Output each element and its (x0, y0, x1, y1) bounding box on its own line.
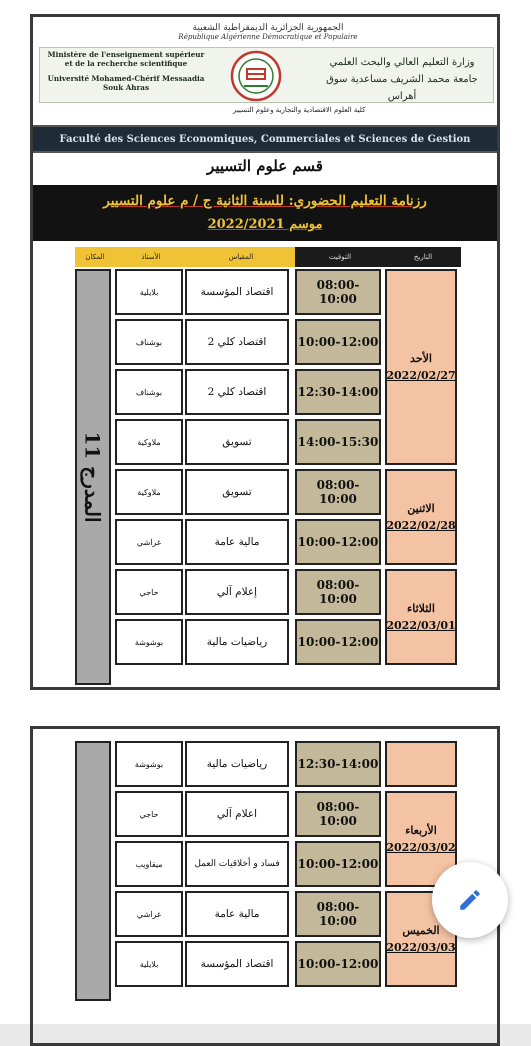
table-row-time: 08:00- 10:00 (295, 469, 381, 515)
page-frame (30, 726, 500, 1046)
table-row-prof: بوشوشة (115, 741, 183, 787)
table-row-time: 12:30-14:00 (295, 741, 381, 787)
date-value: 2022/02/28 (386, 519, 456, 532)
table-row-subject: اقتصاد المؤسسة (185, 269, 289, 315)
republic-header (93, 23, 443, 41)
table-row-subject: رياضيات مالية (185, 741, 289, 787)
table-row-prof: بلايلية (115, 941, 183, 987)
table-row-time: 10:00-12:00 (295, 619, 381, 665)
date-value: 2022/02/27 (386, 369, 456, 382)
table-row-time: 10:00-12:00 (295, 519, 381, 565)
room-label: المدرج 11 (81, 431, 105, 523)
schedule-title: رزنامة التعليم الحضوري: للسنة الثانية ج / م علوم التسيير (103, 193, 427, 209)
republic-fr: République Algérienne Démocratique et Populaire (178, 33, 358, 41)
table-row-prof: بلايلية (115, 269, 183, 315)
edit-fab-button[interactable] (432, 862, 508, 938)
date-value: 2022/03/01 (386, 619, 456, 632)
table-row-subject: اعلام آلي (185, 791, 289, 837)
table-row-prof: ميقاويب (115, 841, 183, 887)
table-row-prof: بوشناف (115, 369, 183, 415)
table-row-time: 10:00-12:00 (295, 841, 381, 887)
ministry-fr-2: et de la recherche scientifique (64, 59, 188, 68)
table-row-time: 12:30-14:00 (295, 369, 381, 415)
table-row-subject: تسويق (185, 469, 289, 515)
season-label: موسم 2022/2021 (207, 217, 323, 232)
institution-fr (46, 50, 206, 92)
date-day: الاثنين (407, 502, 435, 515)
ministry-ar: وزارة التعليم العالي والبحث العلمي (329, 57, 475, 68)
table-row-time: 10:00-12:00 (295, 941, 381, 987)
col-header-time: التوقيت (295, 247, 385, 267)
table-row-subject: اقتصاد المؤسسة (185, 941, 289, 987)
table-row-time: 08:00- 10:00 (295, 891, 381, 937)
date-cell-continued (385, 741, 457, 787)
table-row-time: 10:00-12:00 (295, 319, 381, 365)
table-row-time: 08:00- 10:00 (295, 791, 381, 837)
ministry-fr-1: Ministère de l'enseignement supérieur (47, 50, 205, 59)
date-cell (385, 269, 457, 465)
table-row-subject: مالية عامة (185, 891, 289, 937)
table-row-prof: بوشوشة (115, 619, 183, 665)
date-day: الثلاثاء (407, 602, 435, 615)
date-day: الأحد (410, 352, 432, 365)
table-row-subject: مالية عامة (185, 519, 289, 565)
room-cell (75, 741, 111, 1001)
table-row-time: 14:00-15:30 (295, 419, 381, 465)
pencil-icon (457, 887, 483, 913)
table-row-prof: غراشي (115, 519, 183, 565)
date-value: 2022/03/02 (386, 841, 456, 854)
table-row-prof: حاجي (115, 569, 183, 615)
date-value: 2022/03/03 (386, 941, 456, 954)
table-row-time: 08:00- 10:00 (295, 569, 381, 615)
table-row-prof: غراشي (115, 891, 183, 937)
univ-ar: جامعة محمد الشريف مساعدية سوق أهراس (326, 74, 478, 102)
col-header-place: المكان (75, 247, 115, 267)
department-title: قسم علوم التسيير (207, 157, 323, 175)
faculty-banner: Faculté des Sciences Economiques, Commerciales et Sciences de Gestion (33, 125, 497, 153)
table-row-subject: رياضيات مالية (185, 619, 289, 665)
table-row-prof: ملاوكية (115, 469, 183, 515)
table-row-time: 08:00- 10:00 (295, 269, 381, 315)
col-header-date: التاريخ (385, 247, 461, 267)
institution-header (39, 47, 494, 103)
univ-fr-1: Université Mohamed-Chérif Messaadia (47, 74, 205, 83)
univ-fr-2: Souk Ahras (103, 83, 149, 92)
col-header-subject: المقياس (187, 247, 295, 267)
republic-ar: الجمهورية الجزائرية الديمقراطية الشعبية (192, 23, 344, 33)
university-logo-icon (224, 50, 288, 102)
date-day: الخميس (402, 924, 440, 937)
date-cell (385, 469, 457, 565)
date-day: الأربعاء (405, 824, 437, 837)
schedule-title-banner (33, 185, 497, 241)
table-row-prof: ملاوكية (115, 419, 183, 465)
table-row-prof: حاجي (115, 791, 183, 837)
table-row-subject: إعلام آلي (185, 569, 289, 615)
date-cell (385, 569, 457, 665)
table-row-subject: تسويق (185, 419, 289, 465)
col-header-prof: الأستاذ (115, 247, 187, 267)
table-row-subject: اقتصاد كلي 2 (185, 319, 289, 365)
table-row-subject: فساد و أخلاقيات العمل (185, 841, 289, 887)
table-row-prof: بوشناف (115, 319, 183, 365)
table-row-subject: اقتصاد كلي 2 (185, 369, 289, 415)
page-frame (30, 14, 500, 690)
faculty-ar: كلية العلوم الاقتصادية والتجارية وعلوم التسيير (233, 106, 366, 114)
institution-ar (317, 54, 487, 105)
